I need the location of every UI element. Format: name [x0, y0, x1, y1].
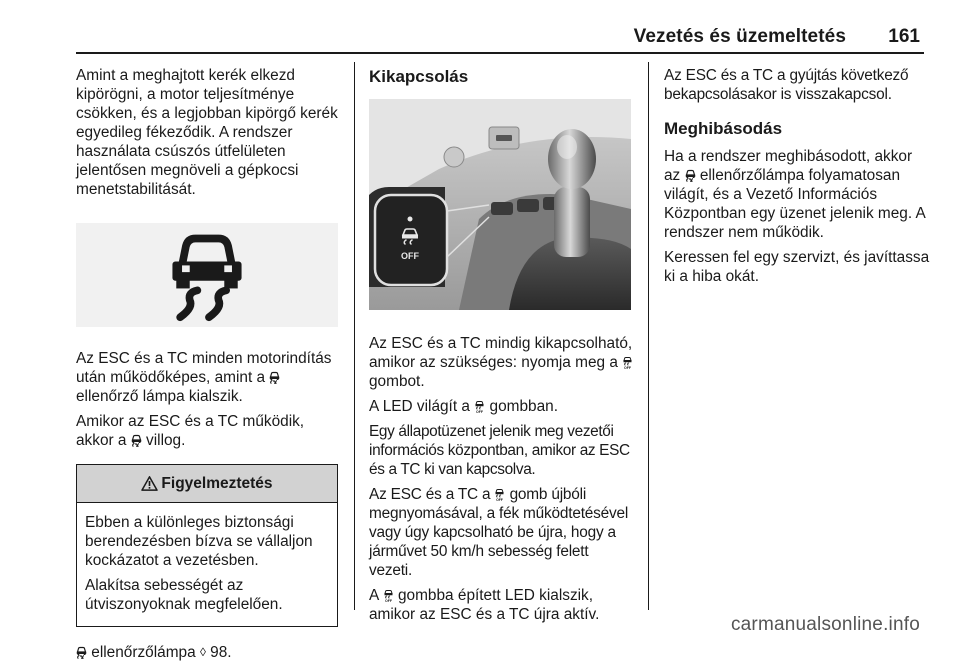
column-2 — [369, 66, 635, 630]
footer-watermark: carmanualsonline.info — [730, 614, 920, 635]
service-text: Keressen fel egy szervizt, és javíttassa ki a hiba okát. — [664, 249, 930, 285]
ref-page[interactable]: 98. — [210, 644, 232, 661]
section-heading-kikapcsolas: Kikapcsolás — [369, 67, 469, 86]
esc-icon-panel — [76, 223, 338, 327]
esc-active-text-end: villog. — [146, 432, 186, 449]
esc-start-text-end: ellenőrző lámpa kialszik. — [76, 388, 243, 405]
warning-text-2: Alakítsa sebességét az útviszonyoknak megfelelően. — [85, 577, 283, 613]
warning-text-1: Ebben a különleges biztonsági berendezésben bízva se vállaljon kockázatot a vezetésben. — [85, 514, 313, 569]
car-skid-icon — [269, 371, 280, 384]
warning-title: Figyelmeztetés — [161, 474, 273, 492]
disable-text-end: gombot. — [369, 373, 425, 390]
esc-button-photo — [369, 99, 631, 310]
car-skid-off-icon — [474, 400, 485, 413]
car-skid-icon — [159, 227, 255, 323]
ignition-text: Az ESC és a TC a gyújtás következő bekapcsolásakor is visszakapcsol. — [664, 67, 909, 103]
warning-header — [77, 465, 337, 503]
page-title: Vezetés és üzemeltetés — [633, 26, 846, 47]
page-header — [76, 22, 924, 52]
led-off-text-end: gombba épített LED kialszik, amikor az ESC és a TC újra aktív. — [369, 587, 600, 623]
warning-triangle-icon — [141, 476, 158, 491]
warning-box — [76, 464, 338, 627]
column-1 — [76, 66, 342, 668]
led-text: A LED világít a — [369, 398, 470, 415]
esc-active-text: Amikor az ESC és a TC működik, akkor a — [76, 413, 305, 449]
disable-text: Az ESC és a TC mindig kikapcsolható, amikor az szükséges: nyomja meg a — [369, 335, 633, 371]
page-number: 161 — [888, 26, 920, 47]
car-skid-off-icon — [622, 356, 633, 369]
status-message-text: Egy állapotüzenet jelenik meg vezetői információs központban, amikor az ESC és a TC ki van kapcsolva. — [369, 423, 630, 478]
led-off-text: A — [369, 587, 379, 604]
header-divider — [76, 52, 924, 54]
section-heading-meghibasodas: Meghibásodás — [664, 119, 783, 138]
reference-arrow-icon: ◊ — [199, 645, 206, 659]
fault-text: Ha a rendszer meghibásodott, akkor az — [664, 148, 913, 184]
car-skid-icon — [685, 169, 696, 182]
car-skid-icon — [131, 434, 142, 447]
reenable-text: Az ESC és a TC a — [369, 486, 491, 503]
car-skid-off-icon — [383, 589, 394, 602]
esc-start-text: Az ESC és a TC minden motorindítás után működőképes, amint a — [76, 350, 332, 386]
column-divider-1 — [354, 62, 355, 610]
ref-text: ellenőrzőlámpa — [91, 644, 196, 661]
photo-off-label: OFF — [401, 251, 419, 261]
fault-text-end: ellenőrzőlámpa folyamatosan világít, és a Vezető Információs Központban egy üzenet jelenik meg. A rendszer nem működik. — [664, 167, 925, 241]
column-3 — [664, 66, 930, 292]
intro-paragraph: Amint a meghajtott kerék elkezd kipörögni, a motor teljesítménye csökken, és a legjobban kipörgő kerék egyedileg fékeződik. A rendszer használata csúszós útfelületen jelentősen megnöveli a gépkocsi menetstabilitását. — [76, 67, 338, 198]
car-skid-icon — [76, 646, 87, 659]
column-divider-2 — [648, 62, 649, 610]
led-text-end: gombban. — [489, 398, 558, 415]
reenable-text-end: gomb újbóli megnyomásával, a fék működtetésével vagy úgy kapcsolható be újra, hogy a járművet 50 km/h sebesség felett vezeti. — [369, 486, 629, 579]
car-skid-off-icon — [494, 488, 505, 501]
